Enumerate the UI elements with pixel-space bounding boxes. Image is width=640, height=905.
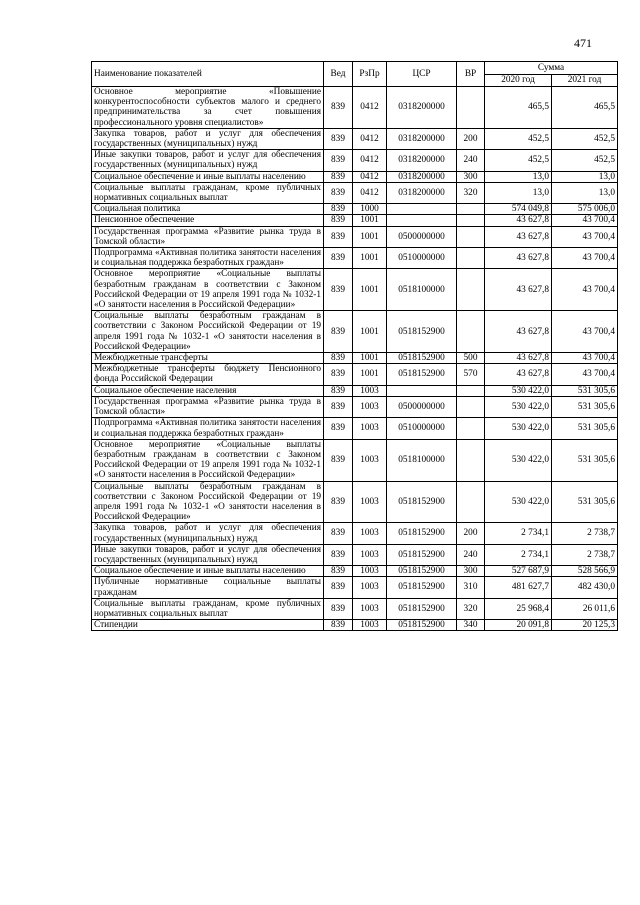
table-row xyxy=(92,385,618,396)
row-sum-2021: 43 700,4 xyxy=(552,311,618,353)
row-csr: 0518152900 xyxy=(387,544,457,565)
row-name: Пенсионное обеспечение xyxy=(92,215,324,226)
row-csr: 0518152900 xyxy=(387,620,457,631)
row-name: Основное мероприятие «Социальные выплаты безработным гражданам в соответствии с Законом Российской Федерации от 19 апреля 1991 года № 1032-1 «О занятости населения в Российской Федерации» xyxy=(92,439,324,481)
row-rzpr: 0412 xyxy=(353,182,387,203)
row-sum-2021: 531 305,6 xyxy=(552,439,618,481)
row-ved: 839 xyxy=(324,396,353,417)
table-row xyxy=(92,87,618,129)
row-rzpr: 1001 xyxy=(353,311,387,353)
row-ved: 839 xyxy=(324,128,353,149)
row-sum-2020: 43 627,8 xyxy=(485,311,552,353)
row-sum-2020: 452,5 xyxy=(485,150,552,171)
budget-table xyxy=(91,61,618,631)
row-sum-2020: 530 422,0 xyxy=(485,481,552,523)
row-csr: 0510000000 xyxy=(387,418,457,439)
row-ved: 839 xyxy=(324,385,353,396)
row-rzpr: 0412 xyxy=(353,128,387,149)
row-sum-2021: 531 305,6 xyxy=(552,396,618,417)
row-csr xyxy=(387,385,457,396)
header-sum: Сумма xyxy=(485,62,618,75)
row-name: Социальные выплаты безработным гражданам в соответствии с Законом Российской Федерации от 19 апреля 1991 года № 1032-1 «О занятости населения в Российской Федерации» xyxy=(92,311,324,353)
row-rzpr: 1001 xyxy=(353,215,387,226)
row-vr xyxy=(457,87,485,129)
row-ved: 839 xyxy=(324,248,353,269)
row-name: Межбюджетные трансферты xyxy=(92,353,324,364)
row-ved: 839 xyxy=(324,566,353,577)
row-sum-2020: 465,5 xyxy=(485,87,552,129)
row-csr: 0510000000 xyxy=(387,248,457,269)
table-row xyxy=(92,150,618,171)
row-rzpr: 1003 xyxy=(353,577,387,598)
row-sum-2021: 452,5 xyxy=(552,150,618,171)
row-ved: 839 xyxy=(324,620,353,631)
table-row xyxy=(92,364,618,385)
row-vr xyxy=(457,215,485,226)
table-row xyxy=(92,566,618,577)
row-rzpr: 1003 xyxy=(353,396,387,417)
table-row xyxy=(92,311,618,353)
row-name: Социальные выплаты безработным гражданам в соответствии с Законом Российской Федерации от 19 апреля 1991 года № 1032-1 «О занятости населения в Российской Федерации» xyxy=(92,481,324,523)
row-name: Межбюджетные трансферты бюджету Пенсионного фонда Российской Федерации xyxy=(92,364,324,385)
table-row xyxy=(92,226,618,247)
row-vr xyxy=(457,481,485,523)
row-sum-2021: 13,0 xyxy=(552,182,618,203)
row-csr: 0518152900 xyxy=(387,364,457,385)
row-vr: 320 xyxy=(457,182,485,203)
table-row xyxy=(92,171,618,182)
row-vr: 320 xyxy=(457,598,485,619)
row-ved: 839 xyxy=(324,544,353,565)
table-row xyxy=(92,269,618,311)
row-name: Государственная программа «Развитие рынка труда в Томской области» xyxy=(92,396,324,417)
row-vr: 340 xyxy=(457,620,485,631)
row-ved: 839 xyxy=(324,87,353,129)
row-csr: 0518152900 xyxy=(387,577,457,598)
row-name: Социальные выплаты гражданам, кроме публичных нормативных социальных выплат xyxy=(92,182,324,203)
table-header xyxy=(92,62,618,87)
page-number: 471 xyxy=(574,36,592,50)
row-rzpr: 1003 xyxy=(353,566,387,577)
row-ved: 839 xyxy=(324,311,353,353)
table-row xyxy=(92,396,618,417)
row-ved: 839 xyxy=(324,215,353,226)
header-2021: 2021 год xyxy=(552,75,618,87)
row-sum-2020: 43 627,8 xyxy=(485,364,552,385)
table-row xyxy=(92,204,618,215)
row-sum-2020: 481 627,7 xyxy=(485,577,552,598)
row-sum-2021: 575 006,0 xyxy=(552,204,618,215)
row-sum-2021: 20 125,3 xyxy=(552,620,618,631)
row-sum-2021: 43 700,4 xyxy=(552,215,618,226)
row-vr xyxy=(457,226,485,247)
row-ved: 839 xyxy=(324,577,353,598)
row-name: Иные закупки товаров, работ и услуг для обеспечения государственных (муниципальных) нужд xyxy=(92,544,324,565)
row-sum-2020: 530 422,0 xyxy=(485,385,552,396)
row-ved: 839 xyxy=(324,523,353,544)
row-rzpr: 1001 xyxy=(353,226,387,247)
row-sum-2020: 527 687,9 xyxy=(485,566,552,577)
row-csr: 0518152900 xyxy=(387,353,457,364)
row-ved: 839 xyxy=(324,439,353,481)
row-csr: 0518152900 xyxy=(387,598,457,619)
header-vr: ВР xyxy=(457,62,485,87)
row-csr: 0500000000 xyxy=(387,396,457,417)
row-rzpr: 1001 xyxy=(353,364,387,385)
row-vr: 240 xyxy=(457,150,485,171)
header-csr: ЦСР xyxy=(387,62,457,87)
row-vr xyxy=(457,385,485,396)
row-csr: 0500000000 xyxy=(387,226,457,247)
row-vr: 300 xyxy=(457,566,485,577)
row-sum-2020: 2 734,1 xyxy=(485,544,552,565)
row-csr xyxy=(387,204,457,215)
header-2020: 2020 год xyxy=(485,75,552,87)
row-vr xyxy=(457,248,485,269)
row-name: Публичные нормативные социальные выплаты гражданам xyxy=(92,577,324,598)
row-vr xyxy=(457,439,485,481)
row-ved: 839 xyxy=(324,150,353,171)
table-row xyxy=(92,248,618,269)
table-row xyxy=(92,523,618,544)
row-csr: 0518152900 xyxy=(387,566,457,577)
row-name: Подпрограмма «Активная политика занятости населения и социальная поддержка безработных граждан» xyxy=(92,248,324,269)
row-sum-2020: 530 422,0 xyxy=(485,439,552,481)
row-rzpr: 1003 xyxy=(353,620,387,631)
row-name: Основное мероприятие «Социальные выплаты безработным гражданам в соответствии с Законом Российской Федерации от 19 апреля 1991 года № 1032-1 «О занятости населения в Российской Федерации» xyxy=(92,269,324,311)
row-rzpr: 0412 xyxy=(353,171,387,182)
row-sum-2020: 43 627,8 xyxy=(485,269,552,311)
row-name: Социальное обеспечение и иные выплаты населению xyxy=(92,171,324,182)
row-sum-2021: 528 566,9 xyxy=(552,566,618,577)
row-csr: 0318200000 xyxy=(387,150,457,171)
row-ved: 839 xyxy=(324,226,353,247)
row-name: Социальное обеспечение и иные выплаты населению xyxy=(92,566,324,577)
row-rzpr: 1003 xyxy=(353,598,387,619)
row-rzpr: 1003 xyxy=(353,385,387,396)
row-vr: 200 xyxy=(457,128,485,149)
row-sum-2020: 43 627,8 xyxy=(485,226,552,247)
row-sum-2020: 20 091,8 xyxy=(485,620,552,631)
row-vr: 500 xyxy=(457,353,485,364)
table-row xyxy=(92,481,618,523)
row-ved: 839 xyxy=(324,269,353,311)
row-sum-2020: 43 627,8 xyxy=(485,353,552,364)
row-sum-2021: 43 700,4 xyxy=(552,226,618,247)
row-sum-2020: 452,5 xyxy=(485,128,552,149)
row-ved: 839 xyxy=(324,481,353,523)
row-sum-2020: 574 049,8 xyxy=(485,204,552,215)
row-sum-2021: 26 011,6 xyxy=(552,598,618,619)
row-name: Закупка товаров, работ и услуг для обеспечения государственных (муниципальных) нужд xyxy=(92,128,324,149)
row-name: Иные закупки товаров, работ и услуг для обеспечения государственных (муниципальных) нужд xyxy=(92,150,324,171)
row-rzpr: 0412 xyxy=(353,87,387,129)
row-sum-2020: 530 422,0 xyxy=(485,396,552,417)
row-sum-2021: 465,5 xyxy=(552,87,618,129)
table-row xyxy=(92,128,618,149)
row-vr: 300 xyxy=(457,171,485,182)
row-rzpr: 1003 xyxy=(353,523,387,544)
header-ved: Вед xyxy=(324,62,353,87)
row-csr: 0318200000 xyxy=(387,87,457,129)
header-name: Наименование показателей xyxy=(92,62,324,87)
row-name: Социальные выплаты гражданам, кроме публичных нормативных социальных выплат xyxy=(92,598,324,619)
row-sum-2021: 13,0 xyxy=(552,171,618,182)
row-vr xyxy=(457,396,485,417)
row-csr: 0518152900 xyxy=(387,481,457,523)
row-rzpr: 1001 xyxy=(353,269,387,311)
row-sum-2021: 482 430,0 xyxy=(552,577,618,598)
row-sum-2020: 25 968,4 xyxy=(485,598,552,619)
row-vr xyxy=(457,269,485,311)
row-name: Подпрограмма «Активная политика занятости населения и социальная поддержка безработных граждан» xyxy=(92,418,324,439)
header-rzpr: РзПр xyxy=(353,62,387,87)
row-sum-2021: 43 700,4 xyxy=(552,269,618,311)
table-body xyxy=(92,87,618,631)
row-name: Закупка товаров, работ и услуг для обеспечения государственных (муниципальных) нужд xyxy=(92,523,324,544)
row-csr: 0318200000 xyxy=(387,171,457,182)
row-ved: 839 xyxy=(324,364,353,385)
row-sum-2020: 530 422,0 xyxy=(485,418,552,439)
row-rzpr: 1001 xyxy=(353,248,387,269)
row-name: Государственная программа «Развитие рынка труда в Томской области» xyxy=(92,226,324,247)
table-row xyxy=(92,620,618,631)
table-row xyxy=(92,215,618,226)
row-name: Социальная политика xyxy=(92,204,324,215)
table-row xyxy=(92,577,618,598)
row-rzpr: 1001 xyxy=(353,353,387,364)
row-vr xyxy=(457,418,485,439)
row-csr: 0518152900 xyxy=(387,311,457,353)
row-vr: 240 xyxy=(457,544,485,565)
table-row xyxy=(92,598,618,619)
row-sum-2020: 43 627,8 xyxy=(485,215,552,226)
row-vr: 200 xyxy=(457,523,485,544)
row-sum-2021: 43 700,4 xyxy=(552,364,618,385)
row-sum-2020: 43 627,8 xyxy=(485,248,552,269)
row-sum-2021: 2 738,7 xyxy=(552,523,618,544)
row-rzpr: 1003 xyxy=(353,481,387,523)
row-csr xyxy=(387,215,457,226)
row-csr: 0518152900 xyxy=(387,523,457,544)
table-row xyxy=(92,544,618,565)
row-vr xyxy=(457,204,485,215)
row-sum-2021: 531 305,6 xyxy=(552,481,618,523)
row-ved: 839 xyxy=(324,353,353,364)
row-rzpr: 0412 xyxy=(353,150,387,171)
row-sum-2021: 531 305,6 xyxy=(552,385,618,396)
table-row xyxy=(92,182,618,203)
row-sum-2021: 2 738,7 xyxy=(552,544,618,565)
row-csr: 0518100000 xyxy=(387,269,457,311)
row-ved: 839 xyxy=(324,598,353,619)
row-sum-2020: 13,0 xyxy=(485,182,552,203)
row-ved: 839 xyxy=(324,171,353,182)
row-sum-2021: 43 700,4 xyxy=(552,353,618,364)
row-ved: 839 xyxy=(324,182,353,203)
row-sum-2021: 452,5 xyxy=(552,128,618,149)
row-rzpr: 1000 xyxy=(353,204,387,215)
row-name: Социальное обеспечение населения xyxy=(92,385,324,396)
row-vr: 570 xyxy=(457,364,485,385)
row-name: Стипендии xyxy=(92,620,324,631)
row-sum-2021: 43 700,4 xyxy=(552,248,618,269)
row-sum-2020: 13,0 xyxy=(485,171,552,182)
row-ved: 839 xyxy=(324,204,353,215)
row-sum-2020: 2 734,1 xyxy=(485,523,552,544)
row-csr: 0518100000 xyxy=(387,439,457,481)
row-rzpr: 1003 xyxy=(353,439,387,481)
row-csr: 0318200000 xyxy=(387,128,457,149)
row-sum-2021: 531 305,6 xyxy=(552,418,618,439)
row-name: Основное мероприятие «Повышение конкурентоспособности субъектов малого и среднего предпринимательства за счет повышения профессионального уровня специалистов» xyxy=(92,87,324,129)
row-rzpr: 1003 xyxy=(353,418,387,439)
table-row xyxy=(92,353,618,364)
table-row xyxy=(92,439,618,481)
row-csr: 0318200000 xyxy=(387,182,457,203)
row-rzpr: 1003 xyxy=(353,544,387,565)
row-vr xyxy=(457,311,485,353)
row-ved: 839 xyxy=(324,418,353,439)
row-vr: 310 xyxy=(457,577,485,598)
table-row xyxy=(92,418,618,439)
